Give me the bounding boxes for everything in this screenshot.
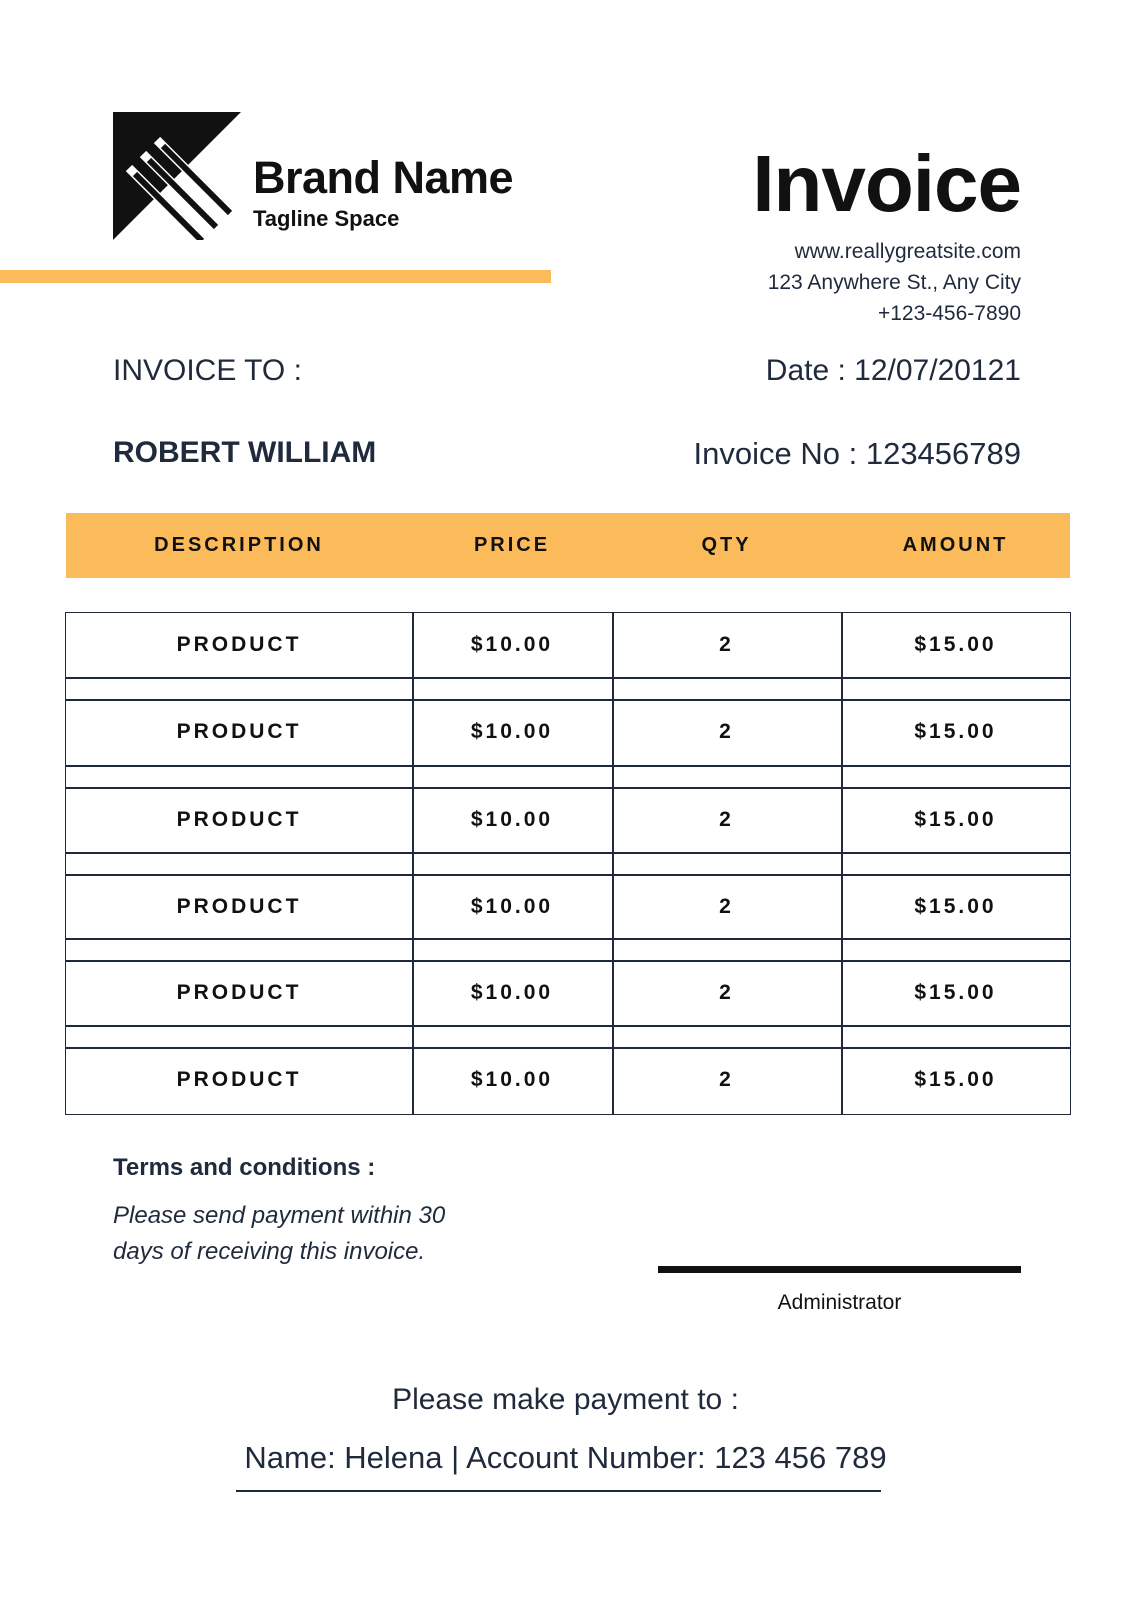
cell-description: PRODUCT — [176, 895, 302, 918]
accent-divider — [0, 270, 551, 283]
brand-name: Brand Name — [253, 152, 514, 203]
cell-description: PRODUCT — [176, 720, 302, 743]
row-divider — [66, 765, 1070, 767]
company-address: 123 Anywhere St., Any City — [767, 271, 1021, 294]
cell-price: $10.00 — [470, 633, 554, 656]
cell-price: $10.00 — [470, 1068, 554, 1091]
invoice-date: Date : 12/07/20121 — [765, 354, 1021, 387]
cell-price: $10.00 — [470, 808, 554, 831]
cell-amount: $15.00 — [914, 895, 997, 918]
cell-qty: 2 — [719, 633, 734, 656]
cell-amount: $15.00 — [914, 981, 997, 1004]
cell-amount: $15.00 — [914, 720, 997, 743]
table-row — [66, 875, 1070, 939]
cell-price: $10.00 — [470, 720, 554, 743]
header-description: DESCRIPTION — [154, 534, 324, 556]
row-divider — [66, 852, 1070, 854]
table-row — [66, 613, 1070, 677]
cell-description: PRODUCT — [176, 1068, 302, 1091]
arrow-stripes-icon — [113, 112, 241, 240]
cell-qty: 2 — [719, 808, 734, 831]
payment-title: Please make payment to : — [392, 1383, 739, 1416]
signature-line — [658, 1266, 1021, 1273]
table-row — [66, 700, 1070, 764]
cell-description: PRODUCT — [176, 808, 302, 831]
items-table — [65, 612, 1071, 1115]
invoice-number: Invoice No : 123456789 — [693, 436, 1021, 471]
row-divider — [66, 677, 1070, 679]
payment-details: Name: Helena | Account Number: 123 456 789 — [244, 1440, 887, 1475]
column-divider — [612, 613, 614, 1114]
cell-qty: 2 — [719, 1068, 734, 1091]
cell-amount: $15.00 — [914, 633, 997, 656]
cell-amount: $15.00 — [914, 1068, 997, 1091]
header-amount: AMOUNT — [902, 534, 1009, 556]
company-phone: +123-456-7890 — [877, 302, 1021, 325]
cell-price: $10.00 — [470, 895, 554, 918]
column-divider — [841, 613, 843, 1114]
terms-body: Please send payment within 30 days of receiving this invoice. — [113, 1202, 446, 1265]
invoice-to-label: INVOICE TO : — [113, 354, 302, 387]
cell-qty: 2 — [719, 895, 734, 918]
table-row — [66, 1048, 1070, 1112]
column-divider — [412, 613, 414, 1114]
cell-description: PRODUCT — [176, 633, 302, 656]
header-qty: QTY — [701, 534, 752, 556]
payment-underline — [236, 1490, 881, 1492]
cell-qty: 2 — [719, 981, 734, 1004]
cell-price: $10.00 — [470, 981, 554, 1004]
table-row — [66, 961, 1070, 1025]
company-website: www.reallygreatsite.com — [794, 240, 1021, 263]
row-divider — [66, 1025, 1070, 1027]
terms-title: Terms and conditions : — [113, 1154, 376, 1181]
table-row — [66, 788, 1070, 852]
cell-amount: $15.00 — [914, 808, 997, 831]
client-name: ROBERT WILLIAM — [113, 436, 377, 469]
brand-tagline: Tagline Space — [253, 206, 400, 231]
cell-qty: 2 — [719, 720, 734, 743]
invoice-title: Invoice — [752, 139, 1021, 228]
signature-label: Administrator — [777, 1291, 902, 1314]
cell-description: PRODUCT — [176, 981, 302, 1004]
table-header — [66, 513, 1070, 578]
header-price: PRICE — [473, 534, 551, 556]
